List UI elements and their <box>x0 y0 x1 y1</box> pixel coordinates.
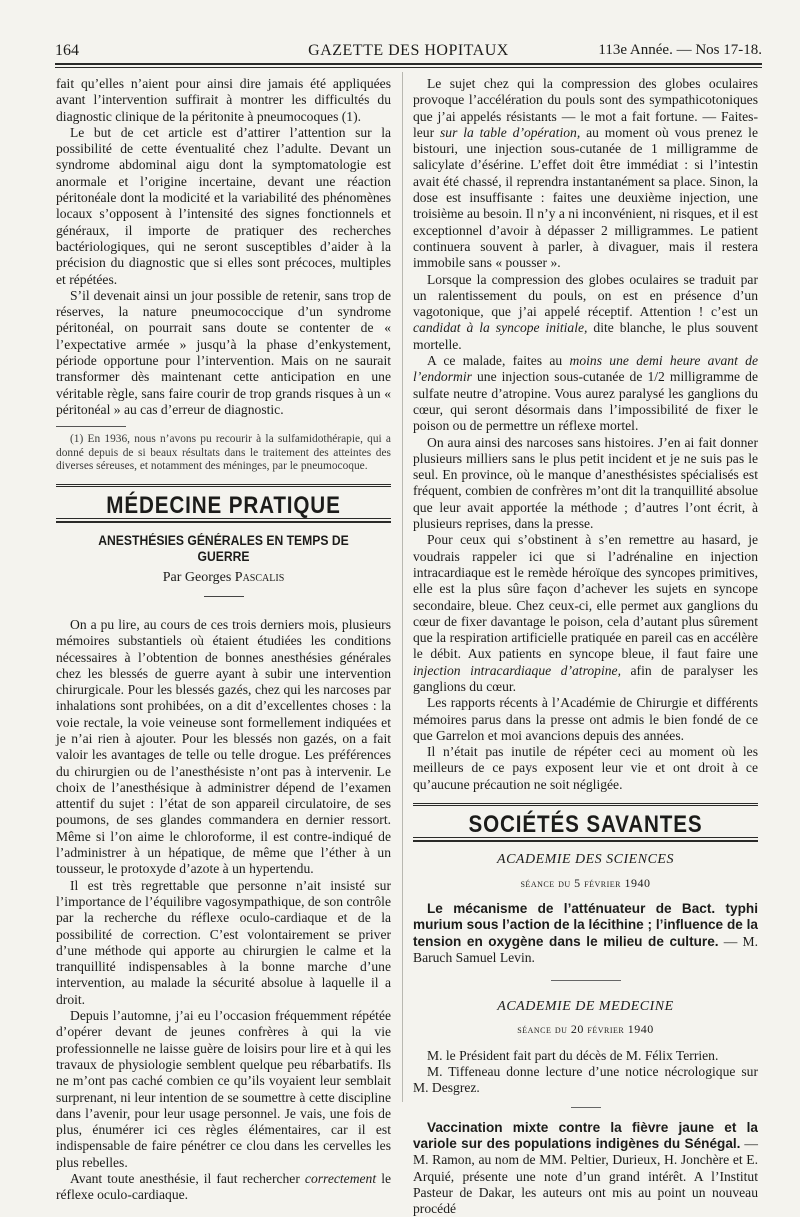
footnote-rule <box>56 426 126 427</box>
text-run: dite blanche, le plus souvent mortelle. <box>413 320 758 352</box>
session-date: séance du 20 février 1940 <box>517 1022 654 1037</box>
paragraph: Les rapports récents à l’Académie de Chirurgie et différents mémoires parus dans la presse ont admis le bien fondé de ce que Garrelon et moi avancions depuis des années. <box>413 695 758 743</box>
text-run: le réflexe oculo-cardiaque. <box>56 1171 391 1203</box>
page-number: 164 <box>55 42 79 59</box>
header-rule-thin <box>55 67 762 68</box>
section-rule <box>413 803 758 809</box>
communication-title: Le mécanisme de l’atténuateur de Bact. typhi murium sous l’action de la lécithine ; l’influence de la tension en oxygène dans le milieu de culture. <box>413 900 758 949</box>
announcement: M. Tiffeneau donne lecture d’une notice nécrologique sur M. Desgrez. <box>413 1064 758 1096</box>
text-run: Lorsque la compression des globes oculaires se traduit par un ralentissement du pouls, on est en présence d’un vagotonique, que j’ai appelé réceptif. Attention ! c’est un <box>413 271 758 320</box>
text-run: Pour ceux qui s’obstinent à s’en remettre au hasard, je voudrais rappeler ici que si l’adrénaline en injection intracardiaque est le remède héroïque des syncopes primitives, elle est la plus sûre façon d’achever les sujets en syncope secondaire, bleue. Chez ceux-ci, elle permet aux ganglions du cœur de fixer davantage le poison, cela d’autant plus sûrement que la respiration artificielle pratiquée en pareil cas en accélère le débit. Aux patients en syncope bleue, il faut faire une <box>413 532 758 662</box>
session-date: séance du 5 février 1940 <box>520 875 651 890</box>
communication <box>413 901 758 966</box>
paragraph: Il n’était pas inutile de répéter ceci au moment où les meilleurs de ce pays exposent leur vie et ont droit à ce qu’aucune précaution ne soit négligée. <box>413 744 758 792</box>
page-header <box>55 40 762 64</box>
paragraph <box>413 76 758 272</box>
journal-title: GAZETTE DES HOPITAUX <box>308 42 509 59</box>
column-divider <box>402 72 403 1102</box>
emphasis: correctement <box>304 1171 377 1187</box>
paragraph: Depuis l’automne, j’ai eu l’occasion fréquemment répétée d’opérer devant de jeunes confrères à qui la vie professionnelle ne laisse guère de loisirs pour lire et à qui les travaux de physiologie semblent quelque peu rébarbatifs. Ils ne m’ont pas caché combien ce qu’ils voyaient leur semblait surprenant, ni leur intention de se soumettre à cette discipline dans l’avenir, pour leur usage personnel. Je vais, une fois de plus, énumérer ici ces règles élémentaires, car il est indispensable de faire pénétrer ce clou dans les cervelles les plus rebelles. <box>56 1008 391 1170</box>
paragraph: On a pu lire, au cours de ces trois derniers mois, plusieurs mémoires substantiels où étaient étudiées les conditions nécessaires à l’obtention de bonnes anesthésies générales chez les blessés de guerre ayant à subir une intervention chirurgicale. Pour les blessés gazés, chez qui les narcoses par inhalations sont prohibées, on a dit d’excellentes choses : la voie rectale, la voie veineuse sont formellement indiquées et je n’ai rien à ajouter. Pour les blessés non gazés, on a fait valoir les avantages de telle ou telle drogue. Les préférences du chirurgien ou de l’anesthésiste n’ont pas à intervenir. Le choix de l’anesthésique à administrer dépend de l’examen attentif du sujet : l’état de son appareil circulatoire, de ses poumons, de ses glandes commandera en dernier ressort. Même si l’on aime le chloroforme, il est contre-indiqué de l’administrer à un hépatique, de même que l’éther à un tousseur, le protoxyde d’azote à un hypertendu. <box>56 616 391 877</box>
section-rule <box>56 484 391 490</box>
section-title-societes-savantes: SOCIÉTÉS SAVANTES <box>468 811 703 839</box>
text-run: une injection sous-cutanée de 1/2 milligramme de sulfate neutre d’atropine. Vous aurez paralysé les ganglions du cœur, qui seront désormais dans l’impossibilité de fixer le poison ou de permettre un réflexe mortel. <box>413 369 758 434</box>
announcement: M. le Président fait part du décès de M. Félix Terrien. <box>427 1047 719 1063</box>
communication-title: Vaccination mixte contre la fièvre jaune et la variole sur des populations indigènes du Sénégal. <box>413 1119 758 1151</box>
section-rule <box>56 521 391 523</box>
paragraph: S’il devenait ainsi un jour possible de retenir, sans trop de réserves, la nature pneumococcique d’un syndrome péritonéal, on pourrait sans doute se contenter de « l’expectative armée » jusqu’à la phase d’enkystement, période opportune pour l’intervention. Mais on ne saurait transformer dès maintenant cette anticipation en une véritable règle, sans faire courir de trop grands risques à un « péritonéal » au cas d’erreur de diagnostic. <box>56 287 391 417</box>
text-run: Le sujet chez qui la compression des globes oculaires provoque l’accélération du pouls sont des sympathicotoniques que j’ai appelés résistants — le mot a fait fortune. — Faites-leur <box>413 76 758 140</box>
emphasis: moins une demi heure avant de l’endormir <box>413 353 758 385</box>
communication <box>413 1120 758 1217</box>
emphasis: sur la table d’opération, <box>439 124 581 140</box>
paragraph <box>413 272 758 353</box>
communication-body: — M. Ramon, au nom de MM. Peltier, Durieux, H. Jonchère et E. Arquié, présente une note d’un grand intérêt. A l’Institut Pasteur de Dakar, les auteurs ont mis au point un nouveau procédé <box>413 1135 758 1217</box>
divider <box>571 1107 601 1108</box>
header-rule <box>55 63 762 65</box>
paragraph: Il est très regrettable que personne n’ait insisté sur l’importance de l’équilibre vagosympathique, de son contrôle par la recherche du réflexe oculo-cardiaque et de la possibilité de correction. C’est volontairement se priver d’une méthode qui apporte au chirurgien le calme et la tranquillité indispensables à la bonne marche d’une intervention, au malade la sécurité absolue à laquelle il a droit. <box>56 877 391 1007</box>
academy-heading: ACADEMIE DES SCIENCES <box>497 852 674 868</box>
paragraph <box>413 532 758 695</box>
emphasis: candidat à la syncope initiale, <box>413 320 588 336</box>
section-rule <box>413 840 758 842</box>
byline <box>56 570 391 586</box>
paragraph <box>413 353 758 434</box>
communication-author: — M. Baruch Samuel Levin. <box>413 933 758 965</box>
paragraph: On aura ainsi des narcoses sans histoires. J’en ai fait donner plusieurs milliers sans le plus petit incident et je ne suis pas le seul. En province, où le manque d’anesthésistes spécialisés est fréquent, combien de confrères m’ont dit la tranquillité absolue que leur avait apportée la méthode ; d’autres l’ont écrit, à plusieurs reprises, dans la presse. <box>413 434 758 532</box>
text-run: afin de paralyser les ganglions du cœur. <box>413 662 758 694</box>
paragraph <box>56 1171 391 1204</box>
footnote: (1) En 1936, nous n’avons pu recourir à la sulfamidothérapie, qui a donné depuis de si beaux résultats dans le traitement des atteintes des diverses séreuses, et notamment des méninges, par le pneumocoque. <box>56 433 391 473</box>
byline-prefix: Par Georges <box>162 569 232 585</box>
divider <box>204 596 244 597</box>
emphasis: injection intracardiaque d’atropine, <box>413 662 621 678</box>
article-title: ANESTHÉSIES GÉNÉRALES EN TEMPS DE GUERRE <box>98 533 349 565</box>
left-column <box>56 76 391 1204</box>
text-run: au moment où vous prenez le bistouri, une injection sous-cutanée de 1 milligramme de salicylate d’ésérine. L’effet doit être immédiat : si l’intestin avait été chassé, il reprendra instantanément sa place. Sinon, la dose est insuffisante : faites une deuxième injection, une troisième au besoin. Il n’y a ni inconvénient, ni risques, et il est exceptionnel d’avoir à dépasser 2 milligrammes. Le patient continuera souvent à parler, à divaguer, mais il restera immobile sans « pousser ». <box>413 124 758 271</box>
right-column <box>413 76 758 1217</box>
academy-heading: ACADEMIE DE MEDECINE <box>497 999 674 1015</box>
paragraph: Le but de cet article est d’attirer l’attention sur la possibilité de cette éventualité chez l’adulte. Devant un syndrome abdominal aigu dont la symptomatologie est anormale et l’origine incertaine, devant une réaction péritonéale dont la modicité et la variabilité des phénomènes locaux s’opposent à l’intensité des signes fonctionnels et généraux, il importe de pratiquer des recherches bactériologiques, qui ne seront susceptibles d’aider à la précision du diagnostic que si elles sont précoces, multiples et répétées. <box>56 124 391 287</box>
text-run: Avant toute anesthésie, il faut rechercher <box>70 1171 300 1187</box>
issue-info: 113e Année. — Nos 17-18. <box>598 42 762 58</box>
section-title-medecine-pratique: MÉDECINE PRATIQUE <box>106 491 341 519</box>
divider <box>551 980 621 981</box>
paragraph: fait qu’elles n’aient pour ainsi dire jamais été appliquées avant l’intervention suffirait à montrer les difficultés du diagnostic clinique de la péritonite à pneumocoques (1). <box>56 76 391 124</box>
text-run: A ce malade, faites au <box>427 353 563 369</box>
author-name: Pascalis <box>234 569 285 585</box>
